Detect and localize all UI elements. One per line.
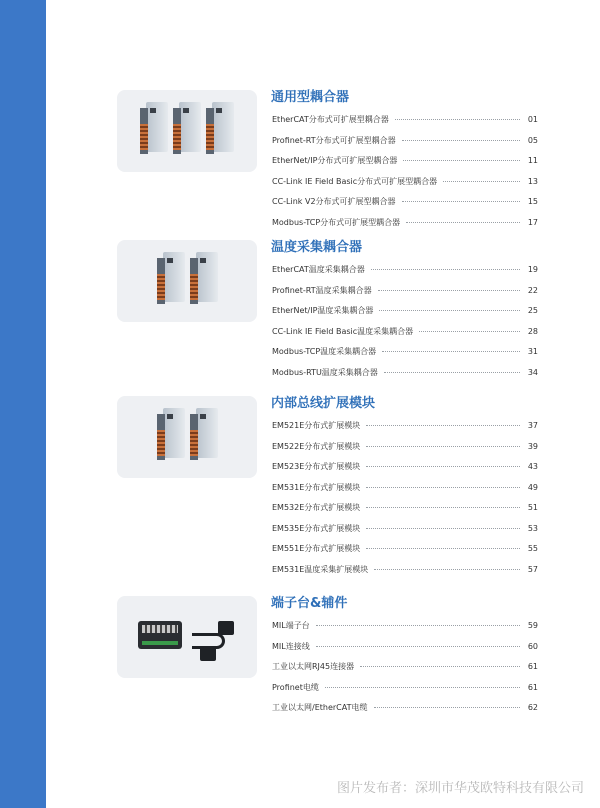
toc-entry-page: 05 xyxy=(527,135,538,145)
toc-entry-label: Profinet-RT分布式可扩展型耦合器 xyxy=(272,135,396,145)
leader-dots xyxy=(402,140,520,141)
toc-list xyxy=(272,620,538,723)
module-icon xyxy=(157,408,185,466)
toc-entry-page: 43 xyxy=(527,462,538,471)
toc-entry-label: EM551E分布式扩展模块 xyxy=(272,544,361,553)
section-title: 内部总线扩展模块 xyxy=(271,396,376,411)
toc-entry[interactable] xyxy=(272,285,538,306)
toc-entry[interactable] xyxy=(272,523,538,544)
leader-dots xyxy=(382,351,520,352)
toc-entry[interactable] xyxy=(272,135,538,156)
toc-entry-label: 工业以太网RJ45连接器 xyxy=(272,662,355,671)
publisher-credit: 图片发布者：深圳市华茂欧特科技有限公司 xyxy=(336,781,584,796)
toc-entry-label: Profinet电缆 xyxy=(272,682,319,692)
toc-entry-page: 22 xyxy=(527,285,538,295)
toc-entry-page: 25 xyxy=(527,306,538,315)
toc-entry-page: 53 xyxy=(527,523,538,533)
toc-entry-label: Modbus-TCP温度采集耦合器 xyxy=(272,347,377,356)
toc-entry-label: CC-Link IE Field Basic温度采集耦合器 xyxy=(272,326,414,336)
leader-dots xyxy=(316,625,520,626)
toc-entry-label: EM531E分布式扩展模块 xyxy=(272,482,361,492)
toc-entry-page: 17 xyxy=(527,217,538,227)
leader-dots xyxy=(395,119,520,120)
module-icon xyxy=(173,102,201,160)
toc-entry[interactable] xyxy=(272,502,538,523)
toc-entry-label: EtherNet/IP分布式可扩展型耦合器 xyxy=(272,156,398,165)
toc-entry-label: 工业以太网/EtherCAT电缆 xyxy=(272,703,368,712)
terminal-block-image xyxy=(117,596,257,678)
toc-entry[interactable] xyxy=(272,264,538,285)
toc-entry[interactable] xyxy=(272,641,538,662)
module-icon xyxy=(157,252,185,310)
toc-entry-label: Profinet-RT温度采集耦合器 xyxy=(272,285,372,295)
toc-entry-page: 34 xyxy=(527,367,538,377)
toc-entry-label: EtherNet/IP温度采集耦合器 xyxy=(272,306,374,315)
toc-entry-page: 13 xyxy=(527,176,538,186)
toc-entry-page: 28 xyxy=(527,326,538,336)
toc-entry-page: 11 xyxy=(527,156,538,165)
toc-entry-page: 01 xyxy=(527,115,538,124)
toc-entry-label: EtherCAT温度采集耦合器 xyxy=(272,265,365,274)
toc-entry-page: 49 xyxy=(527,482,538,492)
leader-dots xyxy=(378,290,520,291)
toc-entry-label: EM535E分布式扩展模块 xyxy=(272,523,361,533)
leader-dots xyxy=(360,666,520,667)
toc-entry-page: 61 xyxy=(527,682,538,692)
coupler-modules-image xyxy=(117,90,257,172)
section-title: 通用型耦合器 xyxy=(271,90,350,105)
toc-entry-label: CC-Link V2分布式可扩展型耦合器 xyxy=(272,197,396,206)
toc-entry[interactable] xyxy=(272,564,538,585)
sidebar-band xyxy=(0,0,46,808)
leader-dots xyxy=(402,201,520,202)
toc-entry[interactable] xyxy=(272,682,538,703)
toc-entry[interactable] xyxy=(272,420,538,441)
leader-dots xyxy=(419,331,520,332)
toc-entry[interactable] xyxy=(272,461,538,482)
module-icon xyxy=(190,252,218,310)
toc-entry[interactable] xyxy=(272,661,538,682)
toc-entry[interactable] xyxy=(272,543,538,564)
toc-entry-page: 39 xyxy=(527,441,538,451)
toc-entry-page: 55 xyxy=(527,544,538,553)
toc-entry[interactable] xyxy=(272,620,538,641)
toc-entry[interactable] xyxy=(272,305,538,326)
leader-dots xyxy=(379,310,520,311)
toc-entry[interactable] xyxy=(272,441,538,462)
toc-entry-page: 60 xyxy=(527,641,538,651)
toc-entry-page: 15 xyxy=(527,197,538,206)
toc-entry[interactable] xyxy=(272,482,538,503)
toc-list xyxy=(272,264,538,387)
module-icon xyxy=(206,102,234,160)
toc-entry[interactable] xyxy=(272,346,538,367)
toc-list xyxy=(272,420,538,584)
leader-dots xyxy=(374,569,520,570)
toc-entry-label: CC-Link IE Field Basic分布式可扩展型耦合器 xyxy=(272,176,438,186)
leader-dots xyxy=(366,425,520,426)
toc-entry-label: EM523E分布式扩展模块 xyxy=(272,462,361,471)
leader-dots xyxy=(371,269,520,270)
leader-dots xyxy=(374,707,521,708)
leader-dots xyxy=(325,687,520,688)
leader-dots xyxy=(316,646,520,647)
toc-entry-page: 51 xyxy=(527,503,538,512)
section-title: 端子台&辅件 xyxy=(271,596,348,611)
toc-entry-label: EM531E温度采集扩展模块 xyxy=(272,564,369,574)
leader-dots xyxy=(384,372,520,373)
toc-entry[interactable] xyxy=(272,114,538,135)
toc-entry-label: MIL端子台 xyxy=(272,621,310,630)
toc-entry-label: EM521E分布式扩展模块 xyxy=(272,421,361,430)
section-title: 温度采集耦合器 xyxy=(271,240,363,255)
toc-entry-page: 37 xyxy=(527,421,538,430)
leader-dots xyxy=(366,528,520,529)
leader-dots xyxy=(366,446,520,447)
toc-entry-page: 19 xyxy=(527,265,538,274)
terminal-block-icon xyxy=(132,607,242,667)
toc-entry[interactable] xyxy=(272,155,538,176)
leader-dots xyxy=(443,181,520,182)
toc-entry[interactable] xyxy=(272,217,538,238)
toc-entry[interactable] xyxy=(272,196,538,217)
toc-entry-label: Modbus-RTU温度采集耦合器 xyxy=(272,367,378,377)
module-icon xyxy=(140,102,168,160)
toc-entry-page: 61 xyxy=(527,662,538,671)
leader-dots xyxy=(403,160,520,161)
leader-dots xyxy=(366,548,520,549)
toc-entry-label: EM522E分布式扩展模块 xyxy=(272,441,361,451)
leader-dots xyxy=(366,466,520,467)
toc-list xyxy=(272,114,538,237)
toc-entry-label: Modbus-TCP分布式可扩展型耦合器 xyxy=(272,217,401,227)
toc-entry-label: EtherCAT分布式可扩展型耦合器 xyxy=(272,115,389,124)
toc-entry-label: MIL连接线 xyxy=(272,641,310,651)
toc-entry-page: 31 xyxy=(527,347,538,356)
toc-entry[interactable] xyxy=(272,367,538,388)
toc-entry[interactable] xyxy=(272,326,538,347)
toc-entry[interactable] xyxy=(272,176,538,197)
module-icon xyxy=(190,408,218,466)
toc-entry-page: 62 xyxy=(527,703,538,712)
toc-entry[interactable] xyxy=(272,702,538,723)
toc-entry-page: 57 xyxy=(527,564,538,574)
toc-entry-page: 59 xyxy=(527,621,538,630)
toc-entry-label: EM532E分布式扩展模块 xyxy=(272,503,361,512)
leader-dots xyxy=(366,487,520,488)
leader-dots xyxy=(406,222,520,223)
temperature-modules-image xyxy=(117,240,257,322)
expansion-modules-image xyxy=(117,396,257,478)
leader-dots xyxy=(366,507,520,508)
